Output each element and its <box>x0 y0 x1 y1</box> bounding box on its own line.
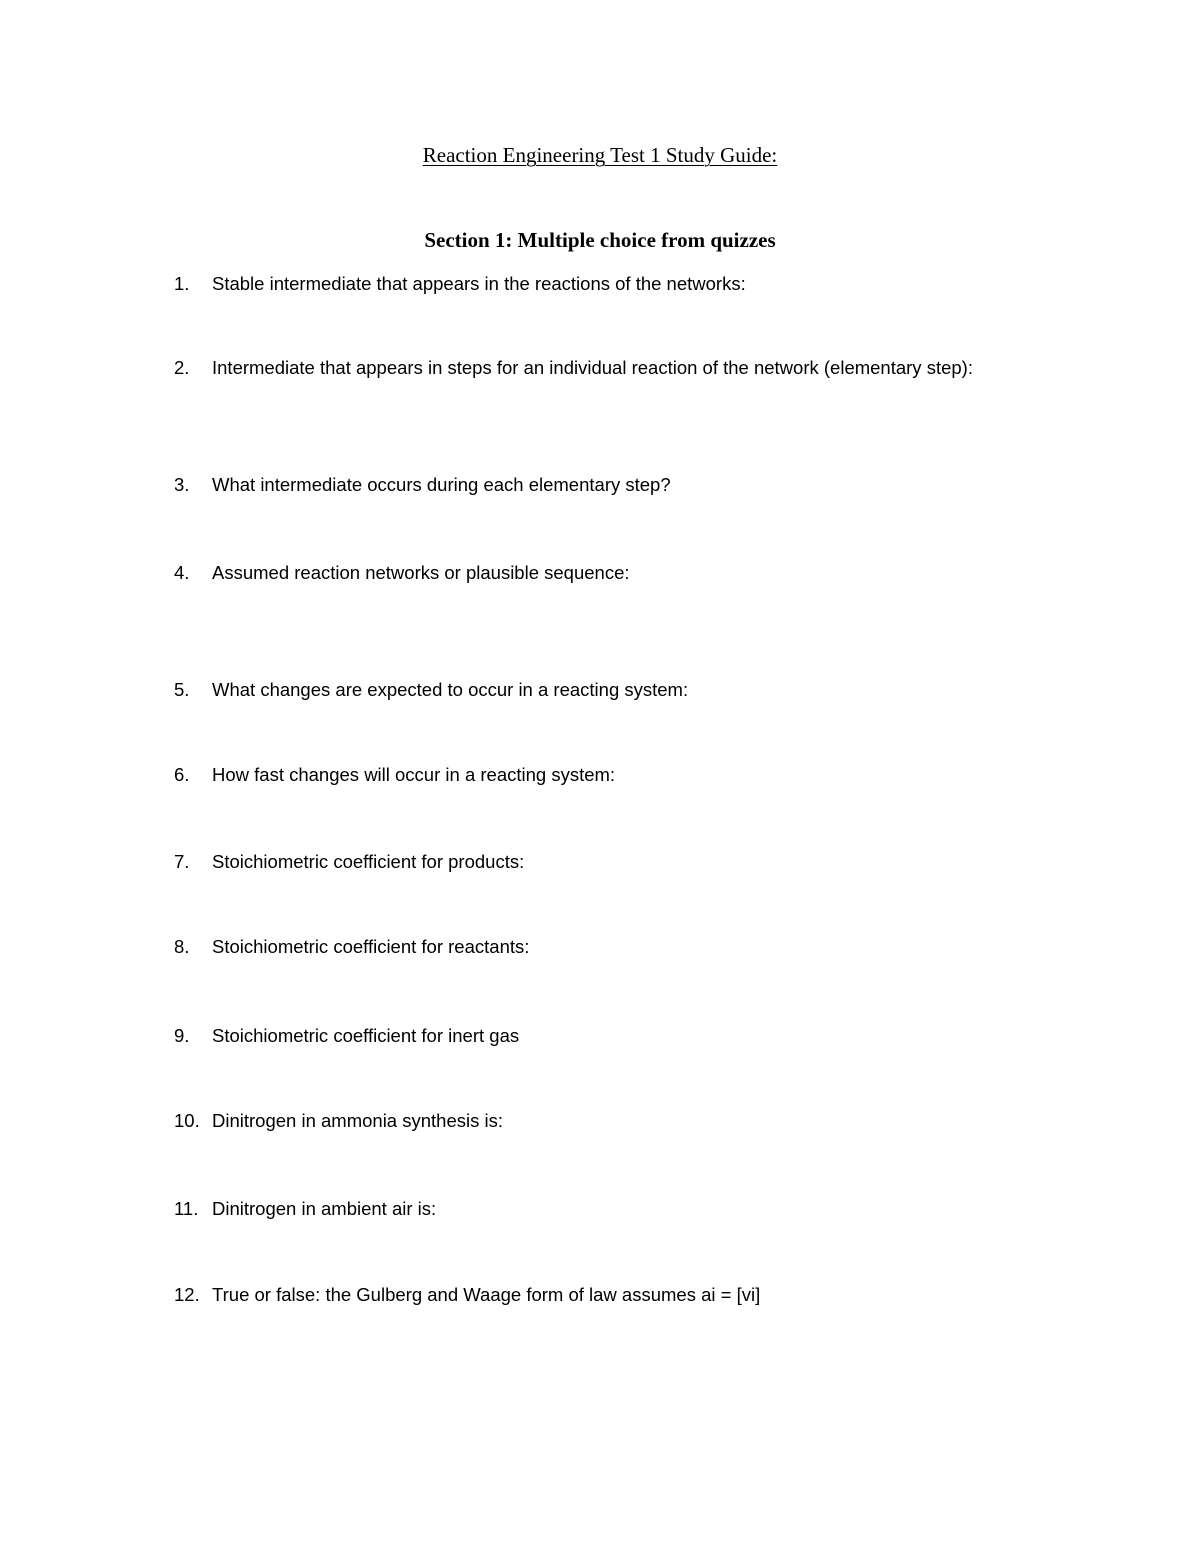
question-text: What changes are expected to occur in a reacting system: <box>212 679 689 700</box>
question-number: 3. <box>174 474 190 495</box>
question-number: 2. <box>174 357 190 378</box>
question-text: What intermediate occurs during each elementary step? <box>212 474 671 495</box>
question-number: 7. <box>174 851 190 872</box>
question-number: 1. <box>174 273 190 294</box>
question-number: 8. <box>174 936 190 957</box>
question-number: 9. <box>174 1025 190 1046</box>
question-number: 11. <box>174 1198 199 1219</box>
question-text: Dinitrogen in ammonia synthesis is: <box>212 1110 503 1131</box>
question-text: Assumed reaction networks or plausible sequence: <box>212 562 630 583</box>
question-text: Stoichiometric coefficient for inert gas <box>212 1025 520 1046</box>
question-text: Dinitrogen in ambient air is: <box>212 1198 437 1219</box>
question-number: 4. <box>174 562 190 583</box>
question-text: Intermediate that appears in steps for an individual reaction of the network (elementary step): <box>212 357 973 378</box>
question-number: 10. <box>174 1110 200 1131</box>
question-text: How fast changes will occur in a reacting system: <box>212 764 616 785</box>
question-number: 6. <box>174 764 190 785</box>
question-text: True or false: the Gulberg and Waage form of law assumes ai = [vi] <box>212 1284 761 1305</box>
question-text: Stoichiometric coefficient for reactants: <box>212 936 530 957</box>
question-text: Stable intermediate that appears in the reactions of the networks: <box>212 273 746 294</box>
question-text: Stoichiometric coefficient for products: <box>212 851 525 872</box>
page-title <box>0 141 1200 169</box>
section-heading: Section 1: Multiple choice from quizzes <box>424 228 776 252</box>
page-title-text: Reaction Engineering Test 1 Study Guide: <box>422 143 778 167</box>
question-number: 5. <box>174 679 190 700</box>
question-number: 12. <box>174 1284 200 1305</box>
